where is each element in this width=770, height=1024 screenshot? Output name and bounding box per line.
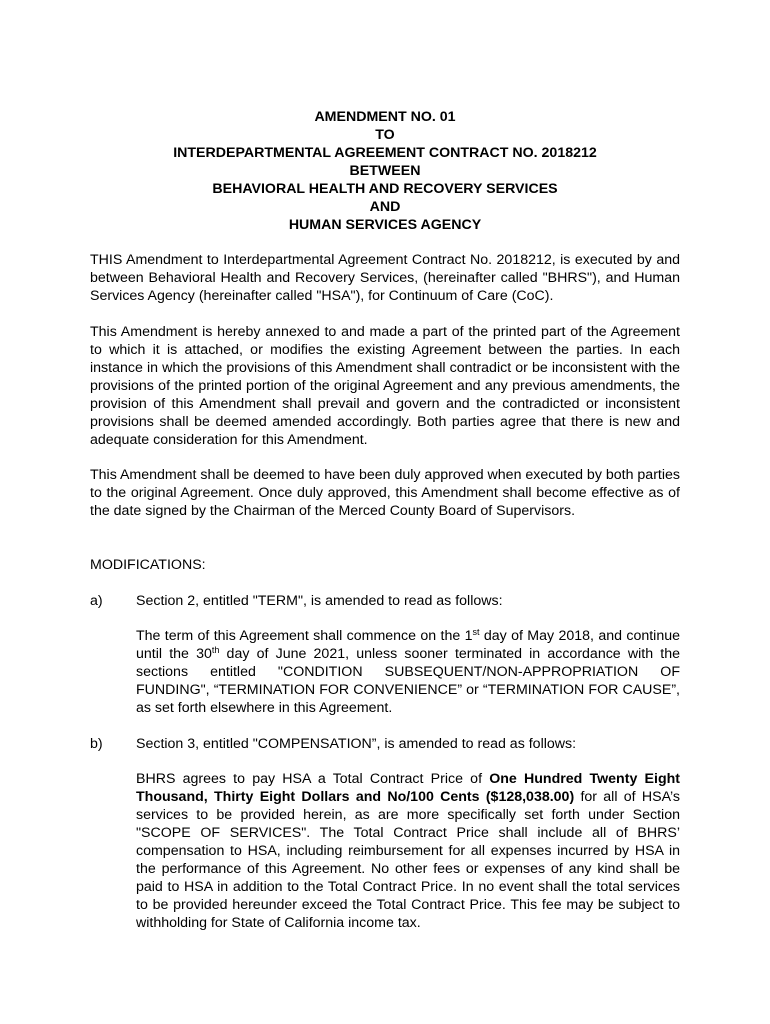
title-line-between: BETWEEN	[349, 163, 421, 179]
item-b-label: b)	[90, 736, 103, 752]
annex-paragraph: This Amendment is hereby annexed to and made a part of the printed part of the Agreement to which it is attached, or modifies the existing Agreement between the parties. In each instance in which the provisions of this Amendment shall contradict or be inconsistent with the provisions of the printed portion of the original Agreement and any previous amendments, the provision of this Amendment shall prevail and govern and the contradicted or inconsistent provisions shall be deemed amended accordingly. Both parties agree that there is new and adequate consideration for this Amendment.	[90, 324, 680, 448]
intro-paragraph: THIS Amendment to Interdepartmental Agreement Contract No. 2018212, is executed by and between Behavioral Health and Recovery Services, (hereinafter called "BHRS"), and Human Services Agency (hereinafter called "HSA"), for Continuum of Care (CoC).	[90, 252, 680, 304]
ordinal-st: st	[472, 627, 480, 637]
title-line-and: AND	[369, 199, 401, 215]
item-b-compensation-paragraph	[136, 770, 680, 932]
modifications-heading: MODIFICATIONS:	[90, 557, 206, 573]
term-text-end: day of June 2021, unless sooner terminated in accordance with the sections entitled "CONDITION SUBSEQUENT/NON-APPROPRIATION OF FUNDING", “TERMINATION FOR CONVENIENCE” or “TERMINATION FOR CAUSE”, as set forth elsewhere in this Agreement.	[136, 646, 680, 716]
item-a-label: a)	[90, 593, 103, 609]
term-text-middle: day of May 2018, and continue until the 30	[136, 628, 680, 662]
item-a-term-paragraph	[136, 627, 680, 717]
item-a-heading: Section 2, entitled "TERM", is amended to read as follows:	[136, 593, 503, 609]
title-line-bhrs: BEHAVIORAL HEALTH AND RECOVERY SERVICES	[212, 181, 558, 197]
document-title	[0, 108, 770, 234]
ordinal-th: th	[211, 645, 220, 655]
title-line-amendment: AMENDMENT NO. 01	[314, 109, 456, 125]
compensation-text-start: BHRS agrees to pay HSA a Total Contract Price of	[136, 771, 490, 787]
term-text-start: The term of this Agreement shall commence on the 1	[136, 628, 473, 644]
title-line-hsa: HUMAN SERVICES AGENCY	[288, 217, 482, 233]
title-line-to: TO	[375, 127, 395, 143]
item-b-heading: Section 3, entitled "COMPENSATION”, is amended to read as follows:	[136, 736, 577, 752]
compensation-text-end: for all of HSA’s services to be provided herein, as are more specifically set forth under Section "SCOPE OF SERVICES". The Total Contract Price shall include all of BHRS’ compensation to HSA, including reimbursement for all expenses incurred by HSA in the performance of this Agreement. No other fees or expenses of any kind shall be paid to HSA in addition to the Total Contract Price. In no event shall the total services to be provided hereunder exceed the Total Contract Price. This fee may be subject to withholding for State of California income tax.	[136, 789, 680, 931]
contract-price-amount: One Hundred Twenty Eight Thousand, Thirty Eight Dollars and No/100 Cents ($128,038.00)	[136, 771, 680, 805]
title-line-contract: INTERDEPARTMENTAL AGREEMENT CONTRACT NO. 2018212	[173, 145, 597, 161]
approval-paragraph: This Amendment shall be deemed to have been duly approved when executed by both parties to the original Agreement. Once duly approved, this Amendment shall become effective as of the date signed by the Chairman of the Merced County Board of Supervisors.	[90, 467, 680, 519]
